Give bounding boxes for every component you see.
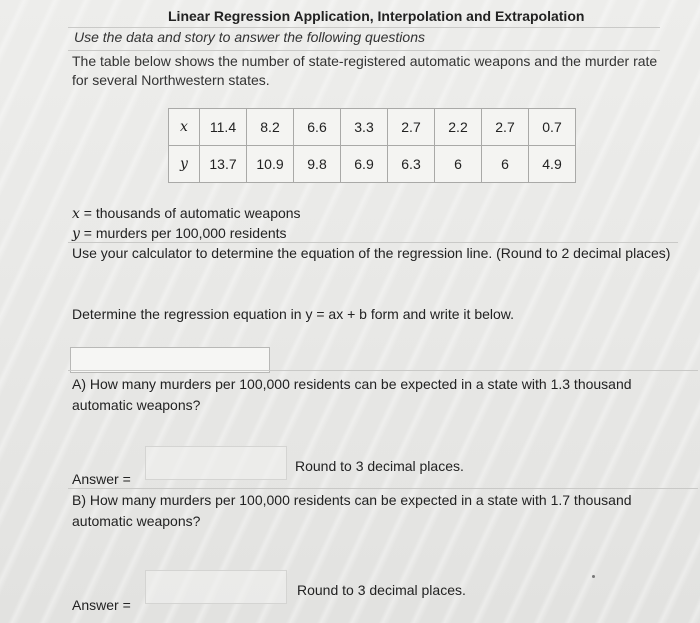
y-cell: 4.9 <box>529 146 576 183</box>
x-symbol: x <box>72 206 80 222</box>
question-a-answer-input[interactable] <box>145 446 287 480</box>
intro-text: Use the data and story to answer the following questions <box>74 29 425 45</box>
x-cell: 2.7 <box>482 109 529 146</box>
x-cell: 2.2 <box>435 109 482 146</box>
variable-definitions <box>72 204 301 244</box>
speck <box>592 575 595 578</box>
x-cell: 2.7 <box>388 109 435 146</box>
x-cell: 0.7 <box>529 109 576 146</box>
x-cell: 8.2 <box>247 109 294 146</box>
question-a-text: A) How many murders per 100,000 residents can be expected in a state with 1.3 thousand automatic weapons? <box>72 376 632 413</box>
divider <box>68 27 660 28</box>
table-row-x <box>169 109 576 146</box>
divider <box>68 488 698 489</box>
y-cell: 6.3 <box>388 146 435 183</box>
question-b-round-note: Round to 3 decimal places. <box>297 582 466 598</box>
table-row-y <box>169 146 576 183</box>
determine-instruction: Determine the regression equation in y = ax + b form and write it below. <box>72 306 515 322</box>
y-cell: 6 <box>435 146 482 183</box>
x-cell: 11.4 <box>200 109 247 146</box>
divider <box>68 242 678 243</box>
y-definition <box>72 224 301 244</box>
x-definition <box>72 204 301 224</box>
calculator-instruction: Use your calculator to determine the equation of the regression line. (Round to 2 decimal places) <box>72 245 671 261</box>
y-definition-text: = murders per 100,000 residents <box>79 225 287 241</box>
x-cell: 6.6 <box>294 109 341 146</box>
x-definition-text: = thousands of automatic weapons <box>79 205 301 221</box>
y-cell: 9.8 <box>294 146 341 183</box>
question-b-text: B) How many murders per 100,000 residents can be expected in a state with 1.7 thousand automatic weapons? <box>72 492 632 529</box>
question-b-answer-label: Answer = <box>72 597 131 613</box>
divider <box>68 370 698 371</box>
y-cell: 6 <box>482 146 529 183</box>
worksheet-title: Linear Regression Application, Interpolation and Extrapolation <box>168 8 585 24</box>
y-cell: 10.9 <box>247 146 294 183</box>
x-header-cell: x <box>169 109 200 146</box>
question-a-answer-label: Answer = <box>72 471 131 487</box>
question-b-answer-input[interactable] <box>145 570 287 604</box>
question-a-round-note: Round to 3 decimal places. <box>295 458 464 474</box>
description-text: The table below shows the number of state-registered automatic weapons and the murder rate for several Northwestern states. <box>72 53 658 88</box>
y-cell: 6.9 <box>341 146 388 183</box>
divider <box>68 50 660 51</box>
x-cell: 3.3 <box>341 109 388 146</box>
y-header-cell: y <box>169 146 200 183</box>
y-cell: 13.7 <box>200 146 247 183</box>
data-table <box>168 108 576 183</box>
y-symbol: y <box>72 226 80 242</box>
